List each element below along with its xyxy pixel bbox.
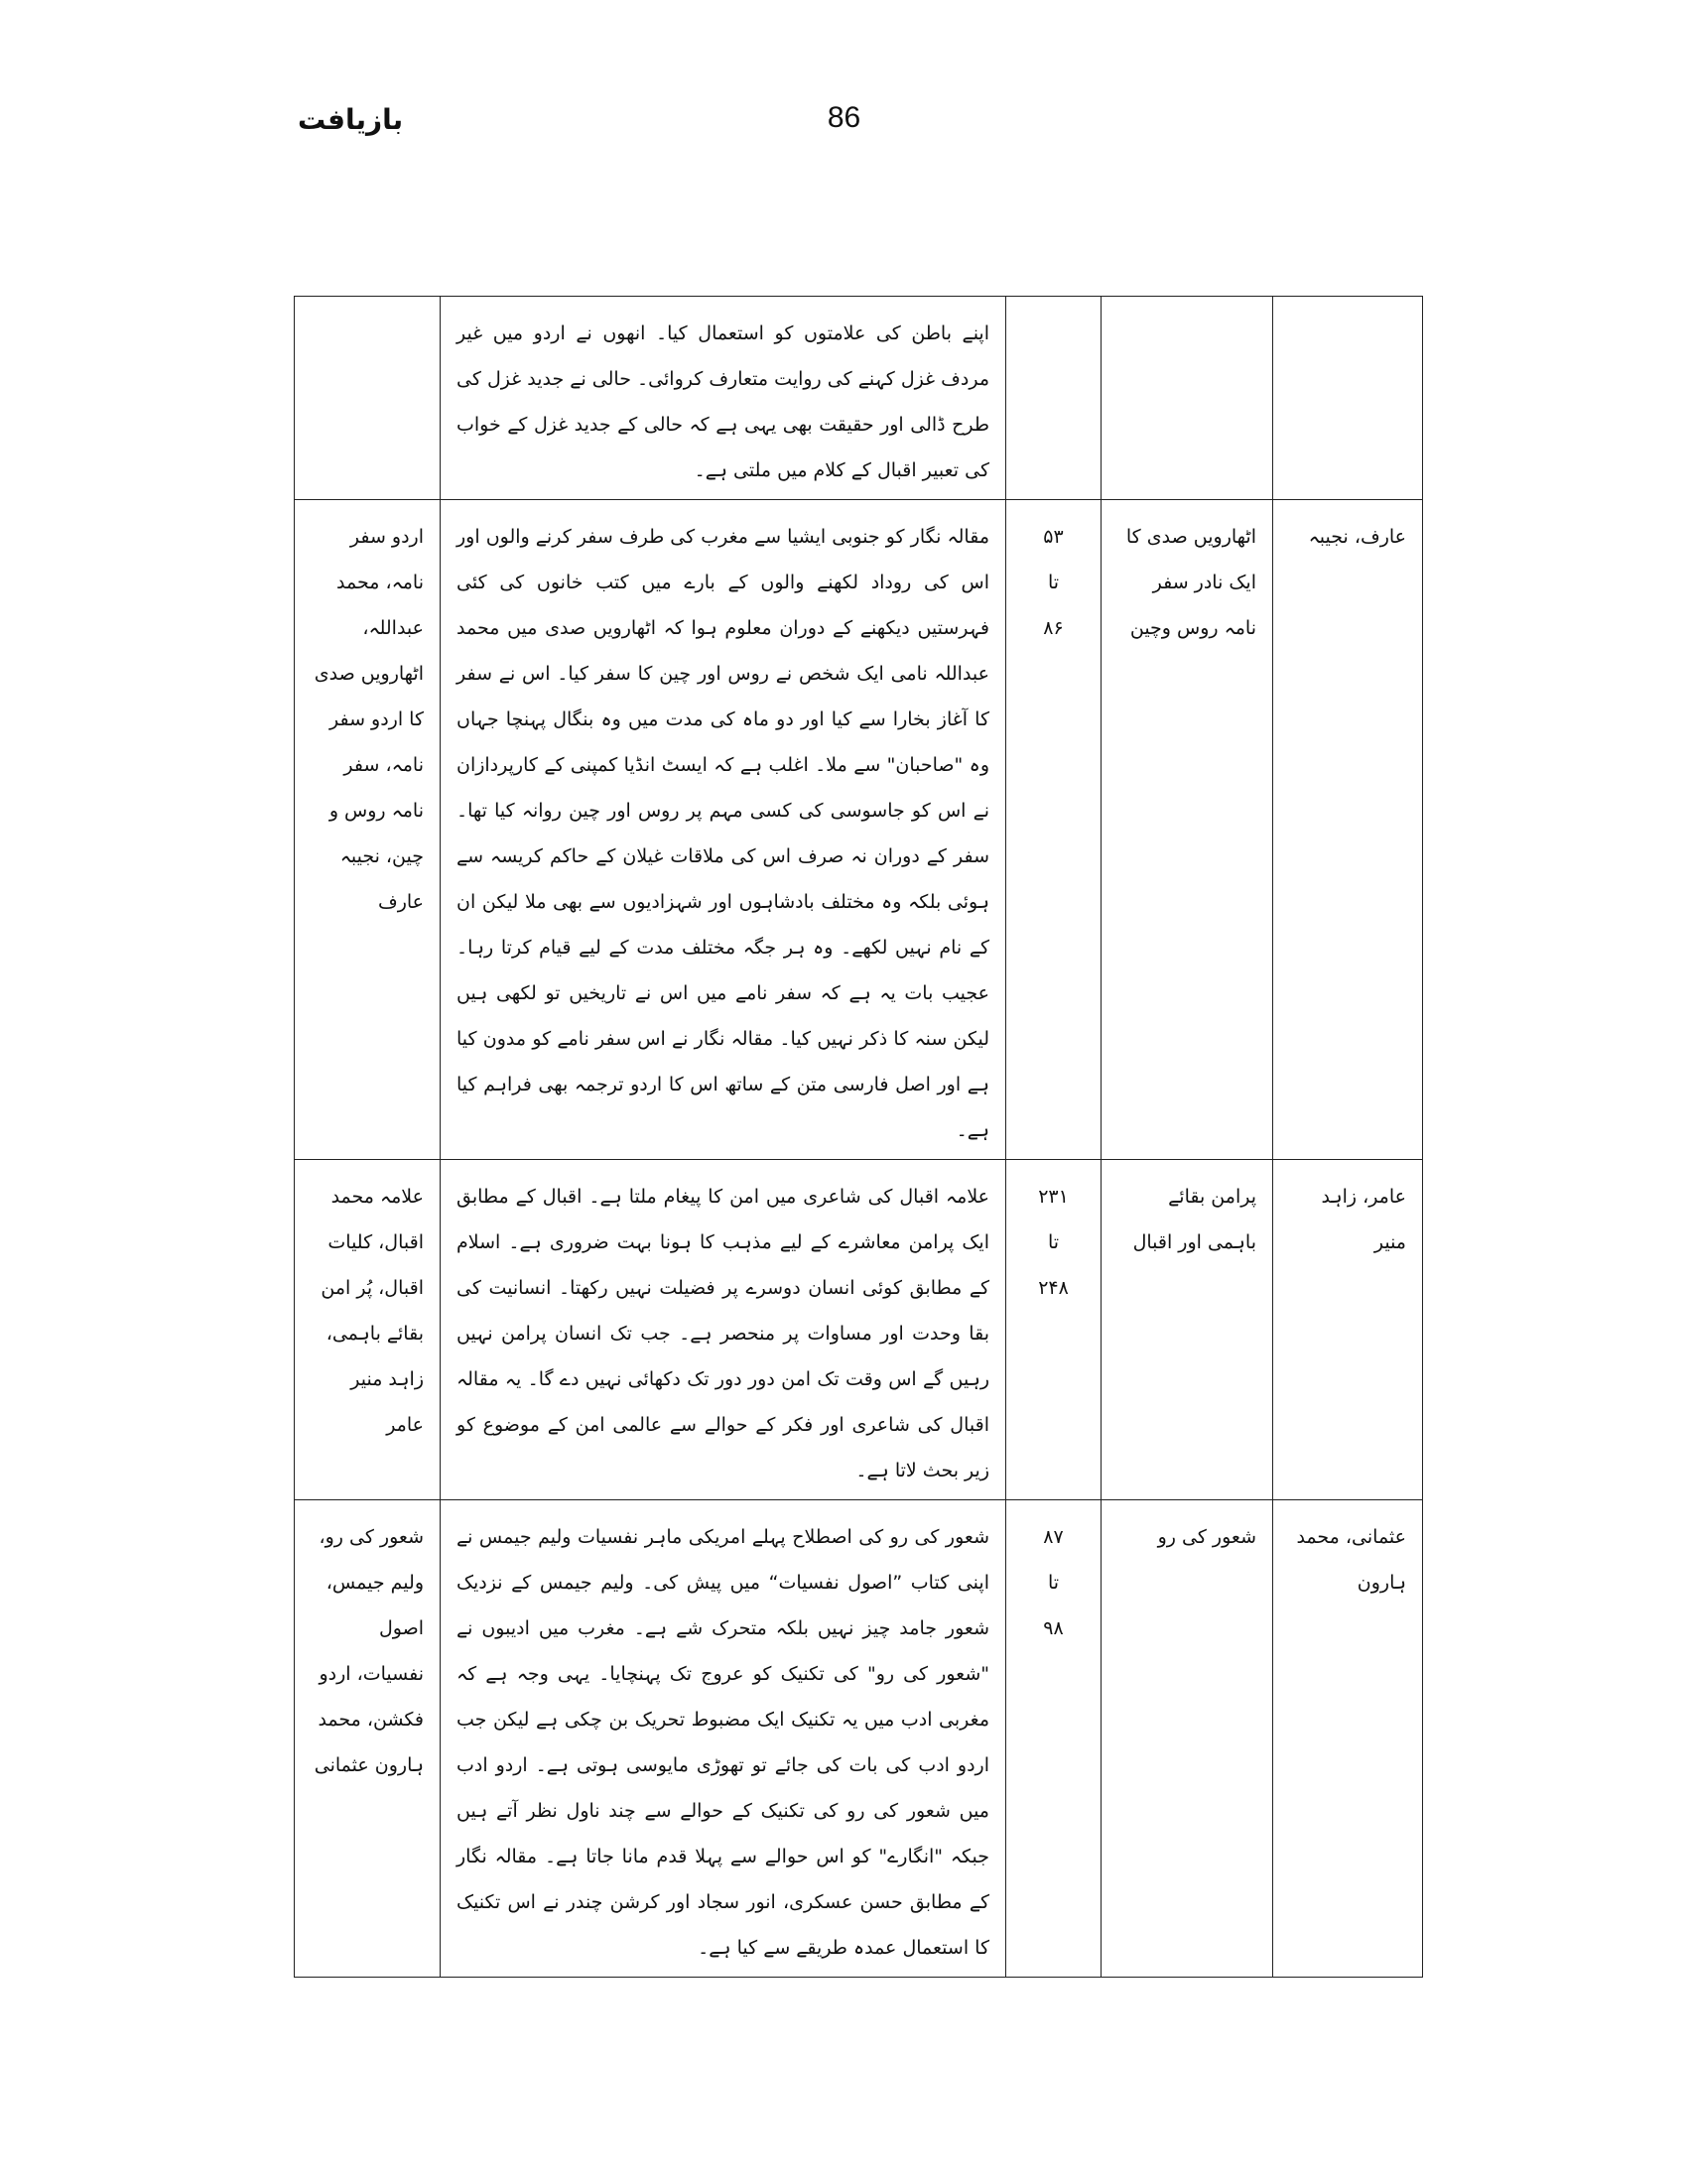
page-number: 86 — [827, 101, 861, 134]
table-row — [295, 1160, 1423, 1500]
page-start: ۵۳ — [1043, 526, 1064, 548]
page-range-word: تا — [1047, 572, 1060, 593]
page-end: ۹۸ — [1043, 1617, 1064, 1639]
page-end: ۸۶ — [1043, 617, 1064, 639]
index-table — [294, 296, 1423, 1978]
title-cell: اٹھارویں صدی کا ایک نادر سفر نامہ روس وچین — [1102, 500, 1273, 1160]
pages-cell — [1006, 500, 1102, 1160]
table-row — [295, 1500, 1423, 1978]
pages-cell — [1006, 1160, 1102, 1500]
keywords-cell — [295, 297, 441, 500]
pages-cell — [1006, 1500, 1102, 1978]
title-cell: شعور کی رو — [1102, 1500, 1273, 1978]
author-cell — [1273, 297, 1423, 500]
table-row — [295, 500, 1423, 1160]
table-row — [295, 297, 1423, 500]
summary-cell: اپنے باطن کی علامتوں کو استعمال کیا۔ انھوں نے اردو میں غیر مردف غزل کہنے کی روایت متعارف کروائی۔ حالی نے جدید غزل کی طرح ڈالی اور حقیقت بھی یہی ہے کہ حالی کے جدید غزل کے خواب کی تعبیر اقبال کے کلام میں ملتی ہے۔ — [441, 297, 1006, 500]
page-start: ۸۷ — [1043, 1526, 1064, 1548]
author-cell: عامر، زاہد منیر — [1273, 1160, 1423, 1500]
author-cell: عثمانی، محمد ہارون — [1273, 1500, 1423, 1978]
journal-title: بازیافت — [298, 103, 404, 136]
page-end: ۲۴۸ — [1038, 1277, 1069, 1299]
page-start: ۲۳۱ — [1038, 1186, 1069, 1208]
page-range-word: تا — [1047, 1572, 1060, 1594]
title-cell: پرامن بقائے باہمی اور اقبال — [1102, 1160, 1273, 1500]
page-range-word: تا — [1047, 1231, 1060, 1253]
summary-cell: شعور کی رو کی اصطلاح پہلے امریکی ماہر نفسیات ولیم جیمس نے اپنی کتاب ”اصول نفسیات“ میں پیش کی۔ ولیم جیمس کے نزدیک شعور جامد چیز نہیں بلکہ متحرک شے ہے۔ مغرب میں ادیبوں نے "شعور کی رو" کی تکنیک کو عروج تک پہنچایا۔ یہی وجہ ہے کہ مغربی ادب میں یہ تکنیک ایک مضبوط تحریک بن چکی ہے لیکن جب اردو ادب کی بات کی جائے تو تھوڑی مایوسی ہوتی ہے۔ اردو ادب میں شعور کی رو کی تکنیک کے حوالے سے چند ناول نظر آتے ہیں جبکہ "انگارے" کو اس حوالے سے پہلا قدم مانا جاتا ہے۔ مقالہ نگار کے مطابق حسن عسکری، انور سجاد اور کرشن چندر نے اس تکنیک کا استعمال عمدہ طریقے سے کیا ہے۔ — [441, 1500, 1006, 1978]
author-cell: عارف، نجیبہ — [1273, 500, 1423, 1160]
summary-cell: علامہ اقبال کی شاعری میں امن کا پیغام ملتا ہے۔ اقبال کے مطابق ایک پرامن معاشرے کے لیے مذہب کا ہونا بہت ضروری ہے۔ اسلام کے مطابق کوئی انسان دوسرے پر فضیلت نہیں رکھتا۔ انسانیت کی بقا وحدت اور مساوات پر منحصر ہے۔ جب تک انسان پرامن نہیں رہیں گے اس وقت تک امن دور دور تک دکھائی نہیں دے گا۔ یہ مقالہ اقبال کی شاعری اور فکر کے حوالے سے عالمی امن کے موضوع کو زیر بحث لاتا ہے۔ — [441, 1160, 1006, 1500]
pages-cell — [1006, 297, 1102, 500]
keywords-cell: شعور کی رو، ولیم جیمس، اصول نفسیات، اردو فکشن، محمد ہارون عثمانی — [295, 1500, 441, 1978]
keywords-cell: اردو سفر نامہ، محمد عبداللہ، اٹھارویں صدی کا اردو سفر نامہ، سفر نامہ روس و چین، نجیبہ عارف — [295, 500, 441, 1160]
title-cell — [1102, 297, 1273, 500]
keywords-cell: علامہ محمد اقبال، کلیات اقبال، پُر امن بقائے باہمی، زاہد منیر عامر — [295, 1160, 441, 1500]
summary-cell: مقالہ نگار کو جنوبی ایشیا سے مغرب کی طرف سفر کرنے والوں اور اس کی روداد لکھنے والوں کے بارے میں کتب خانوں کی کئی فہرستیں دیکھنے کے دوران معلوم ہوا کہ اٹھارویں صدی میں محمد عبداللہ نامی ایک شخص نے روس اور چین کا سفر کیا۔ اس نے سفر کا آغاز بخارا سے کیا اور دو ماہ کی مدت میں وہ بنگال پہنچا جہاں وہ "صاحبان" سے ملا۔ اغلب ہے کہ ایسٹ انڈیا کمپنی کے کارپردازان نے اس کو جاسوسی کی کسی مہم پر روس اور چین روانہ کیا تھا۔ سفر کے دوران نہ صرف اس کی ملاقات غیلان کے حاکم کریسہ سے ہوئی بلکہ وہ مختلف بادشاہوں اور شہزادیوں سے بھی ملا لیکن ان کے نام نہیں لکھے۔ وہ ہر جگہ مختلف مدت کے لیے قیام کرتا رہا۔ عجیب بات یہ ہے کہ سفر نامے میں اس نے تاریخیں تو لکھی ہیں لیکن سنہ کا ذکر نہیں کیا۔ مقالہ نگار نے اس سفر نامے کو مدون کیا ہے اور اصل فارسی متن کے ساتھ اس کا اردو ترجمہ بھی فراہم کیا ہے۔ — [441, 500, 1006, 1160]
